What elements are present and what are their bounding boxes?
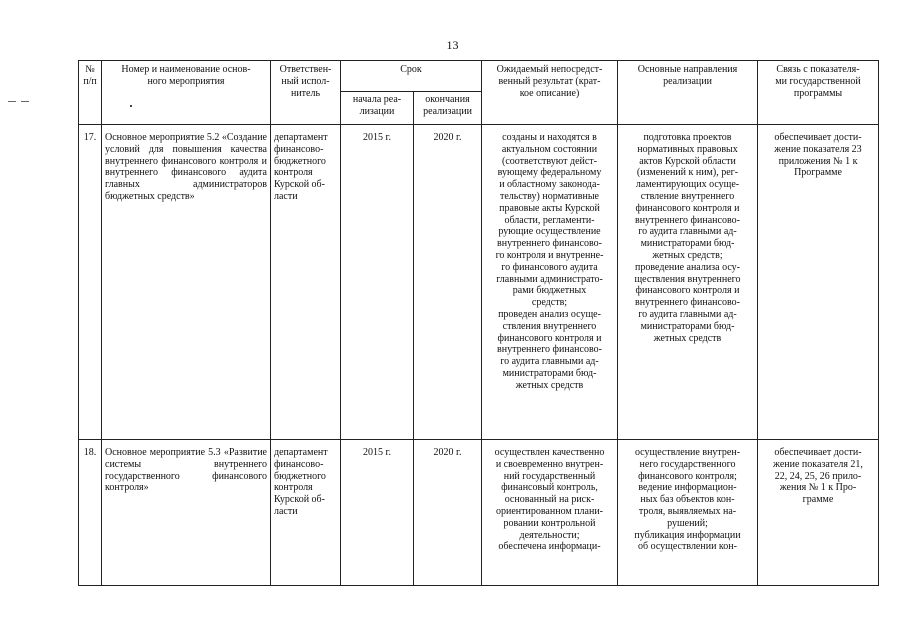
header-directions: Основные направления реализации [618,61,758,125]
term-end: 2020 г. [414,440,482,586]
header-num: № п/п [79,61,102,125]
term-end: 2020 г. [414,125,482,440]
expected-result: созданы и находятся в актуальном состоянии (соответствуют дейст- вующему федеральному и областному законода- тельству) нормативные правовые акты Курской области, регламенти- рующие осуществление внутреннего финансово- го контроля и внутренне- го финансового аудита главными администрато- рами бюджетных средств; проведен анализ осуще- ствления внутреннего финансового контроля и внутреннего финансово- го аудита главными ад- министраторами бюд- жетных средств [482,125,618,440]
executor: департамент финансово- бюджетного контроля Курской об- ласти [271,440,341,586]
page-number: 13 [446,38,459,52]
header-term-end: окончания реализации [414,92,482,125]
row-number: 17. [79,125,102,440]
header-term-start: начала реа- лизации [341,92,414,125]
table-header-row [79,61,879,92]
margin-mark [21,101,29,102]
measures-table [78,60,879,586]
row-number: 18. [79,440,102,586]
header-executor: Ответствен- ный испол- нитель [271,61,341,125]
header-link: Связь с показателя- ми государственной программы [758,61,879,125]
main-directions: осуществление внутрен- него государственного финансового контроля; ведение информацион- ных баз объектов кон- троля, выявляемых на- рушений; публикация информации об осуществлении кон- [618,440,758,586]
program-indicators-link: обеспечивает дости- жение показателя 23 приложения № 1 к Программе [758,125,879,440]
program-indicators-link: обеспечивает дости- жение показателя 21, 22, 24, 25, 26 прило- жения № 1 к Про- грамме [758,440,879,586]
measure-name: Основное мероприятие 5.2 «Создание условий для повышения качества внутреннего финансового контроля и внутреннего финансового аудита главных администраторов бюджетных средств» [102,125,271,440]
expected-result: осуществлен качественно и своевременно внутрен- ний государственный финансовый контроль, основанный на риск- ориентированном плани- ровании контрольной деятельности; обеспечена информаци- [482,440,618,586]
margin-mark [8,101,16,102]
header-result: Ожидаемый непосредст- венный результат (крат- кое описание) [482,61,618,125]
header-name: Номер и наименование основ- ного мероприятия [102,61,271,125]
executor: департамент финансово- бюджетного контроля Курской об- ласти [271,125,341,440]
term-start: 2015 г. [341,440,414,586]
measure-name: Основное мероприятие 5.3 «Развитие системы внутреннего государственного финансового контроля» [102,440,271,586]
main-directions: подготовка проектов нормативных правовых актов Курской области (изменений к ним), рег- ламентирующих осуще- ствление внутреннего финансового контроля и внутреннего финансово- го аудита главными ад- министраторами бюд- жетных средств; проведение анализа осу- ществления внутреннего финансового контроля и внутреннего финансово- го аудита главными ад- министраторами бюд- жетных средств [618,125,758,440]
table-row [79,440,879,586]
term-start: 2015 г. [341,125,414,440]
table-row [79,125,879,440]
header-term: Срок [341,61,482,92]
